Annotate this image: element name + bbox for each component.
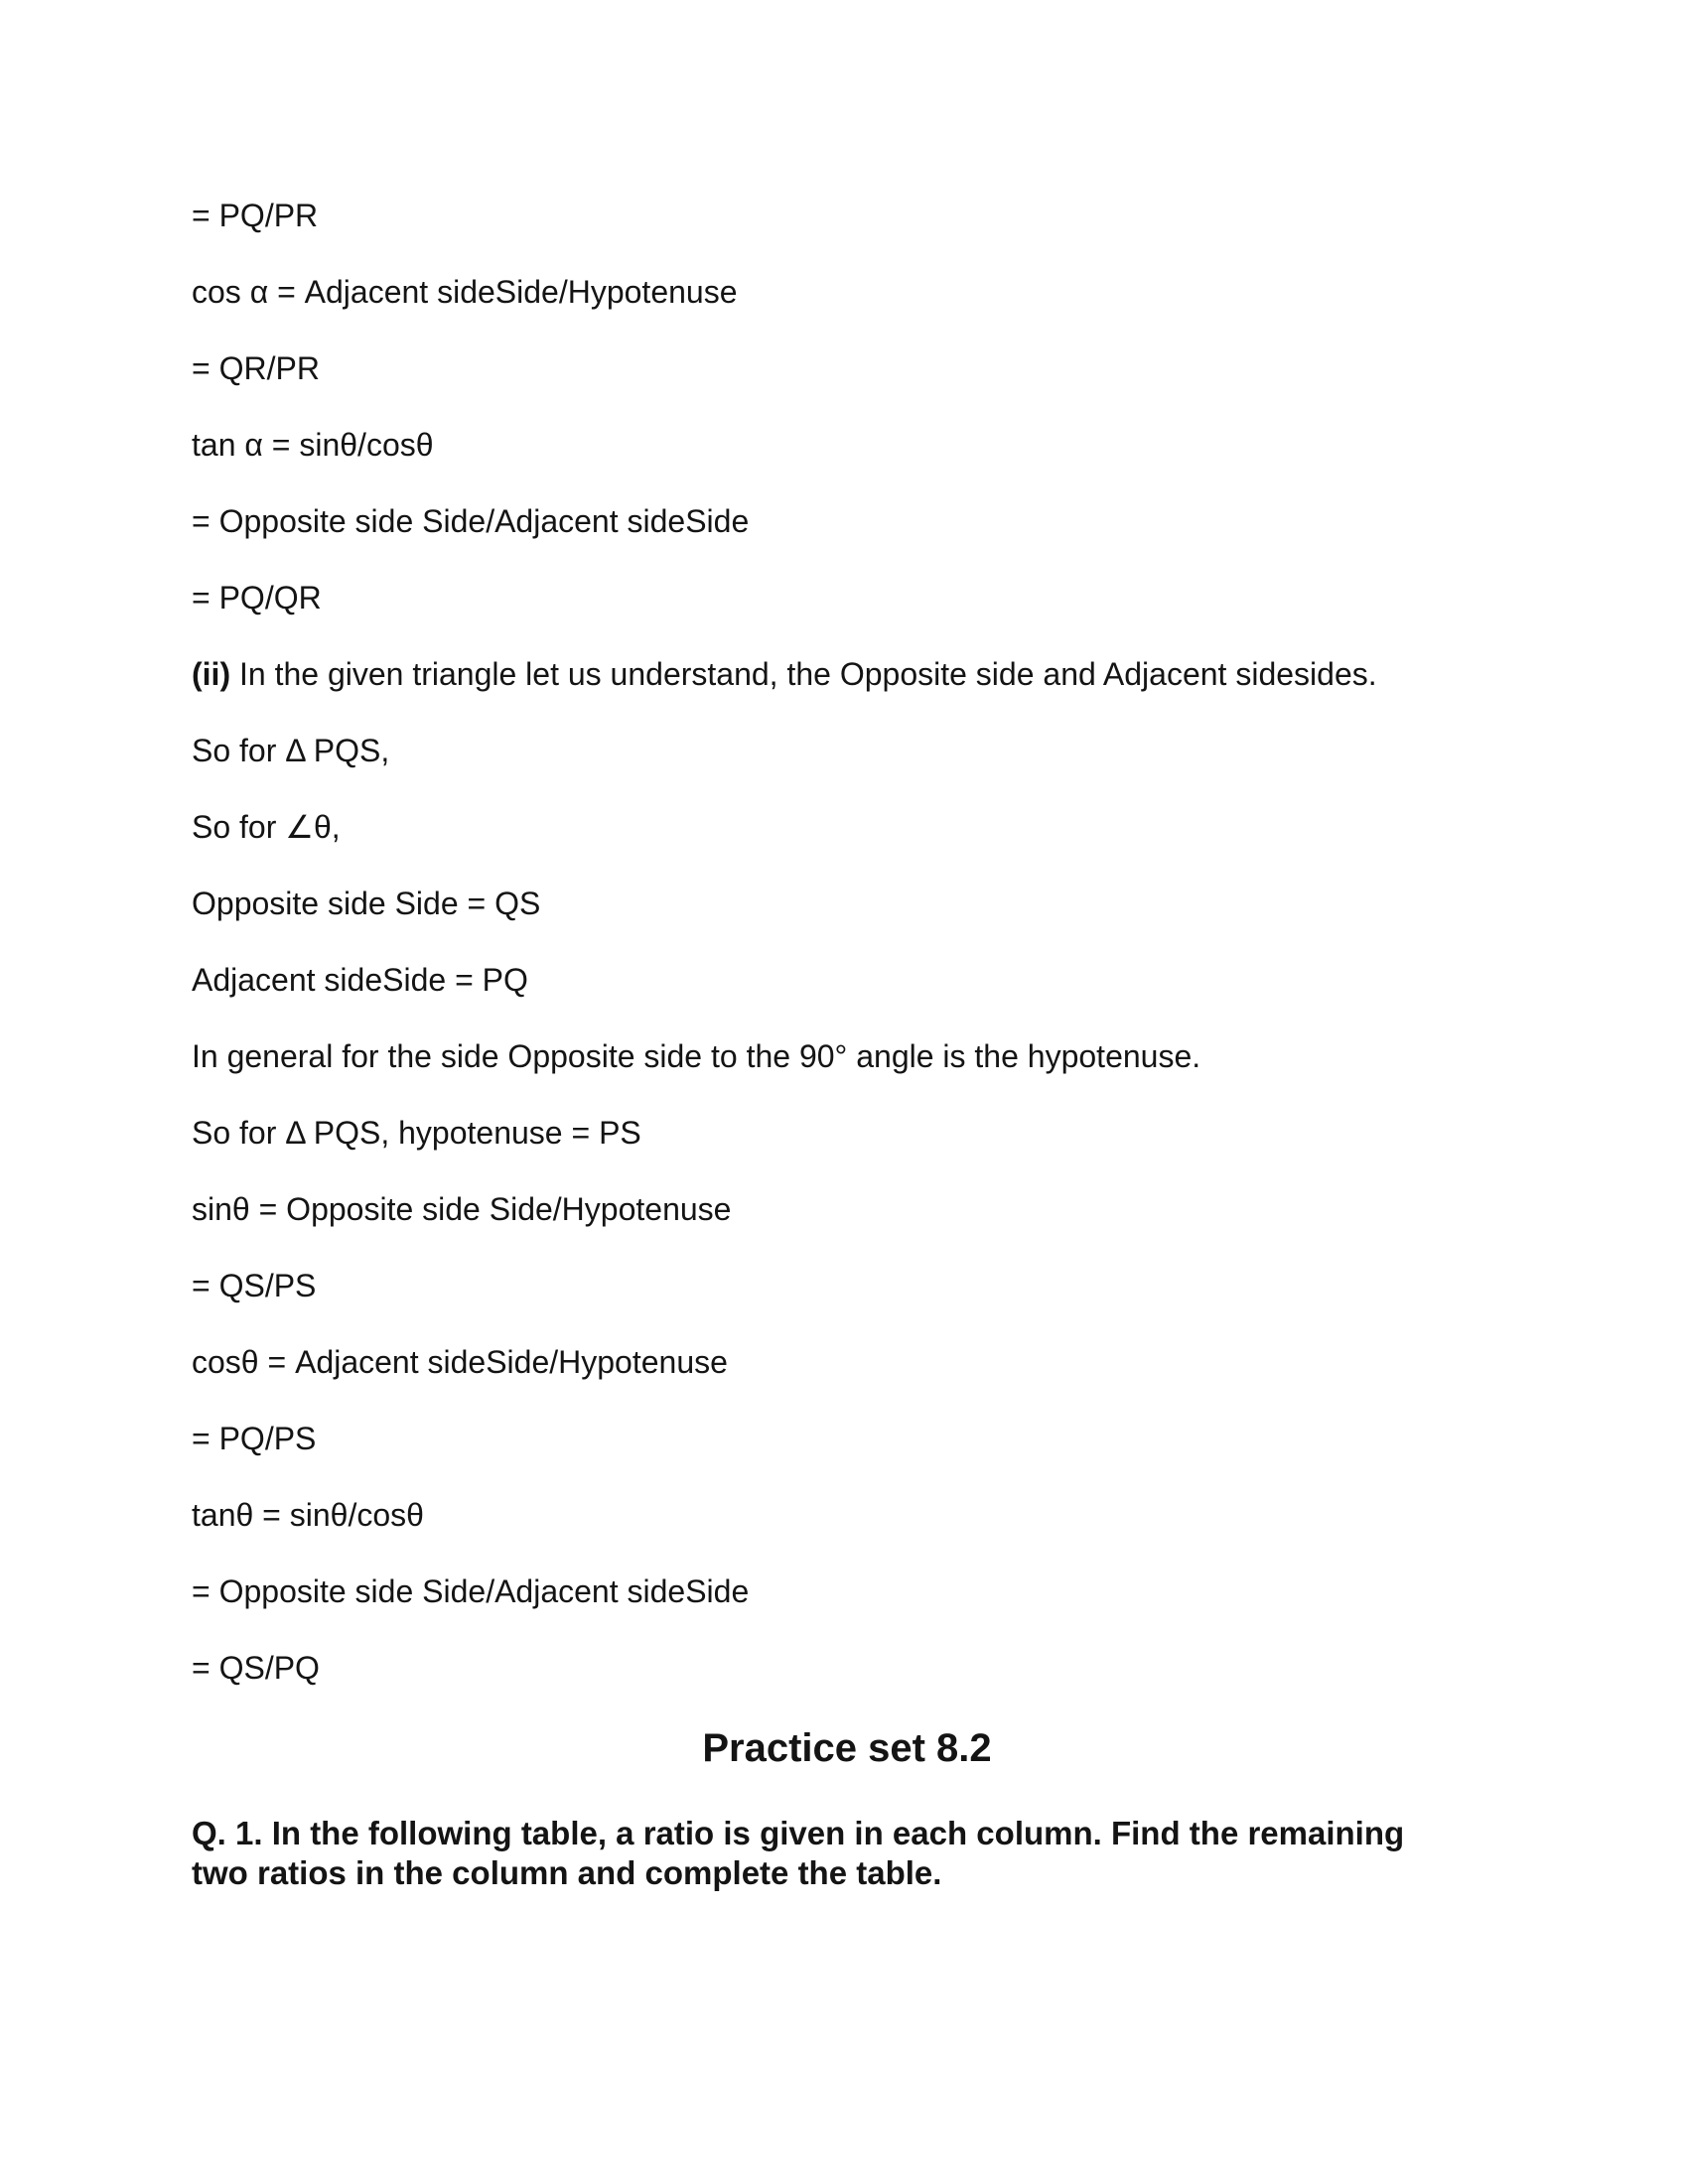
formula-line: = QS/PQ bbox=[192, 1650, 320, 1686]
formula-line: cos α = Adjacent sideSide/Hypotenuse bbox=[192, 274, 738, 310]
paragraph-line: So for Δ PQS, hypotenuse = PS bbox=[192, 1115, 641, 1151]
paragraph-line: In general for the side Opposite side to the 90° angle is the hypotenuse. bbox=[192, 1038, 1201, 1074]
list-marker: (ii) bbox=[192, 656, 231, 692]
formula-line: tanθ = sinθ/cosθ bbox=[192, 1497, 424, 1533]
formula-line: tan α = sinθ/cosθ bbox=[192, 427, 434, 463]
paragraph-line: So for ∠θ, bbox=[192, 809, 341, 845]
formula-line: = PQ/PR bbox=[192, 198, 319, 233]
paragraph-line bbox=[192, 652, 1502, 696]
formula-line: = QS/PS bbox=[192, 1268, 317, 1303]
formula-line: cosθ = Adjacent sideSide/Hypotenuse bbox=[192, 1344, 728, 1380]
formula-line: = QR/PR bbox=[192, 350, 320, 386]
paragraph-line: So for Δ PQS, bbox=[192, 733, 390, 768]
formula-line: = Opposite side Side/Adjacent sideSide bbox=[192, 503, 750, 539]
question-line: Q. 1. In the following table, a ratio is given in each column. Find the remaining bbox=[192, 1815, 1405, 1851]
formula-line: Adjacent sideSide = PQ bbox=[192, 962, 528, 998]
formula-line: = PQ/QR bbox=[192, 580, 322, 615]
section-heading: Practice set 8.2 bbox=[702, 1726, 992, 1770]
document-content bbox=[192, 194, 1502, 1893]
formula-line: = PQ/PS bbox=[192, 1421, 317, 1456]
question-line: two ratios in the column and complete the table. bbox=[192, 1854, 942, 1891]
formula-line: sinθ = Opposite side Side/Hypotenuse bbox=[192, 1191, 732, 1227]
formula-line: = Opposite side Side/Adjacent sideSide bbox=[192, 1573, 750, 1609]
paragraph-text: In the given triangle let us understand, the Opposite side and Adjacent sidesides. bbox=[230, 656, 1377, 692]
formula-line: Opposite side Side = QS bbox=[192, 886, 541, 921]
